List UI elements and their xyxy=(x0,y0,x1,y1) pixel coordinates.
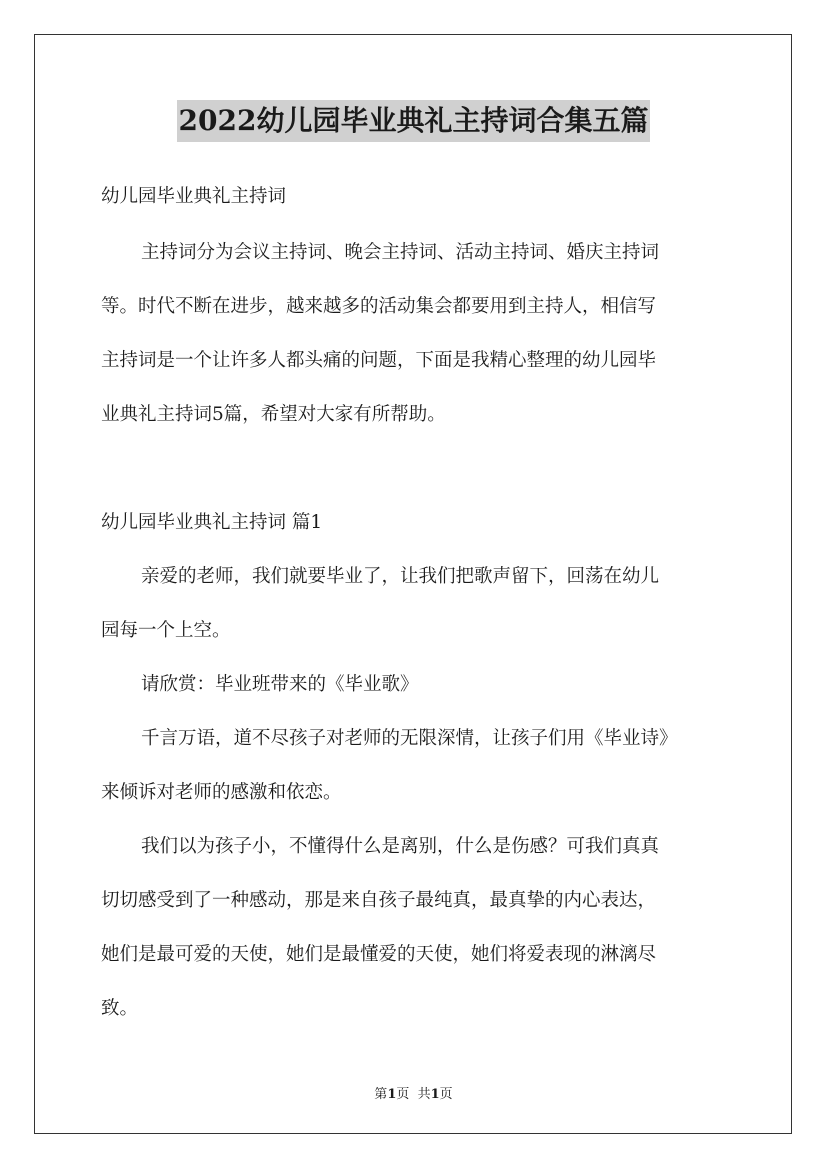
footer-prefix: 第 xyxy=(374,1087,388,1102)
paragraph-line: 等。时代不断在进步，越来越多的活动集会都要用到主持人，相信写 xyxy=(101,296,657,317)
paragraph-line: 请欣赏：毕业班带来的《毕业歌》 xyxy=(141,674,419,695)
total-pages: 1 xyxy=(430,1087,440,1102)
title-container xyxy=(0,100,827,142)
paragraph-line: 主持词分为会议主持词、晚会主持词、活动主持词、婚庆主持词 xyxy=(141,242,660,263)
paragraph-line: 亲爱的老师，我们就要毕业了，让我们把歌声留下，回荡在幼儿 xyxy=(141,566,660,587)
paragraph-line: 她们是最可爱的天使，她们是最懂爱的天使，她们将爱表现的淋漓尽 xyxy=(101,944,657,965)
section-heading: 幼儿园毕业典礼主持词 xyxy=(101,186,287,207)
document-title: 2022幼儿园毕业典礼主持词合集五篇 xyxy=(177,100,651,142)
paragraph-line: 业典礼主持词5篇，希望对大家有所帮助。 xyxy=(101,404,446,425)
paragraph-line: 我们以为孩子小，不懂得什么是离别，什么是伤感？可我们真真 xyxy=(141,836,660,857)
footer-mid: 页 共 xyxy=(396,1087,431,1102)
section-heading: 幼儿园毕业典礼主持词 篇1 xyxy=(101,512,323,533)
page-number: 1 xyxy=(387,1087,397,1102)
paragraph-line: 千言万语，道不尽孩子对老师的无限深情，让孩子们用《毕业诗》 xyxy=(141,728,678,749)
page-footer xyxy=(0,1083,827,1102)
paragraph-line: 园每一个上空。 xyxy=(101,620,231,641)
paragraph-line: 来倾诉对老师的感激和依恋。 xyxy=(101,782,342,803)
paragraph-line: 致。 xyxy=(101,998,139,1019)
paragraph-line: 主持词是一个让许多人都头痛的问题，下面是我精心整理的幼儿园毕 xyxy=(101,350,657,371)
paragraph-line: 切切感受到了一种感动，那是来自孩子最纯真，最真挚的内心表达， xyxy=(101,890,657,911)
footer-suffix: 页 xyxy=(439,1087,453,1102)
